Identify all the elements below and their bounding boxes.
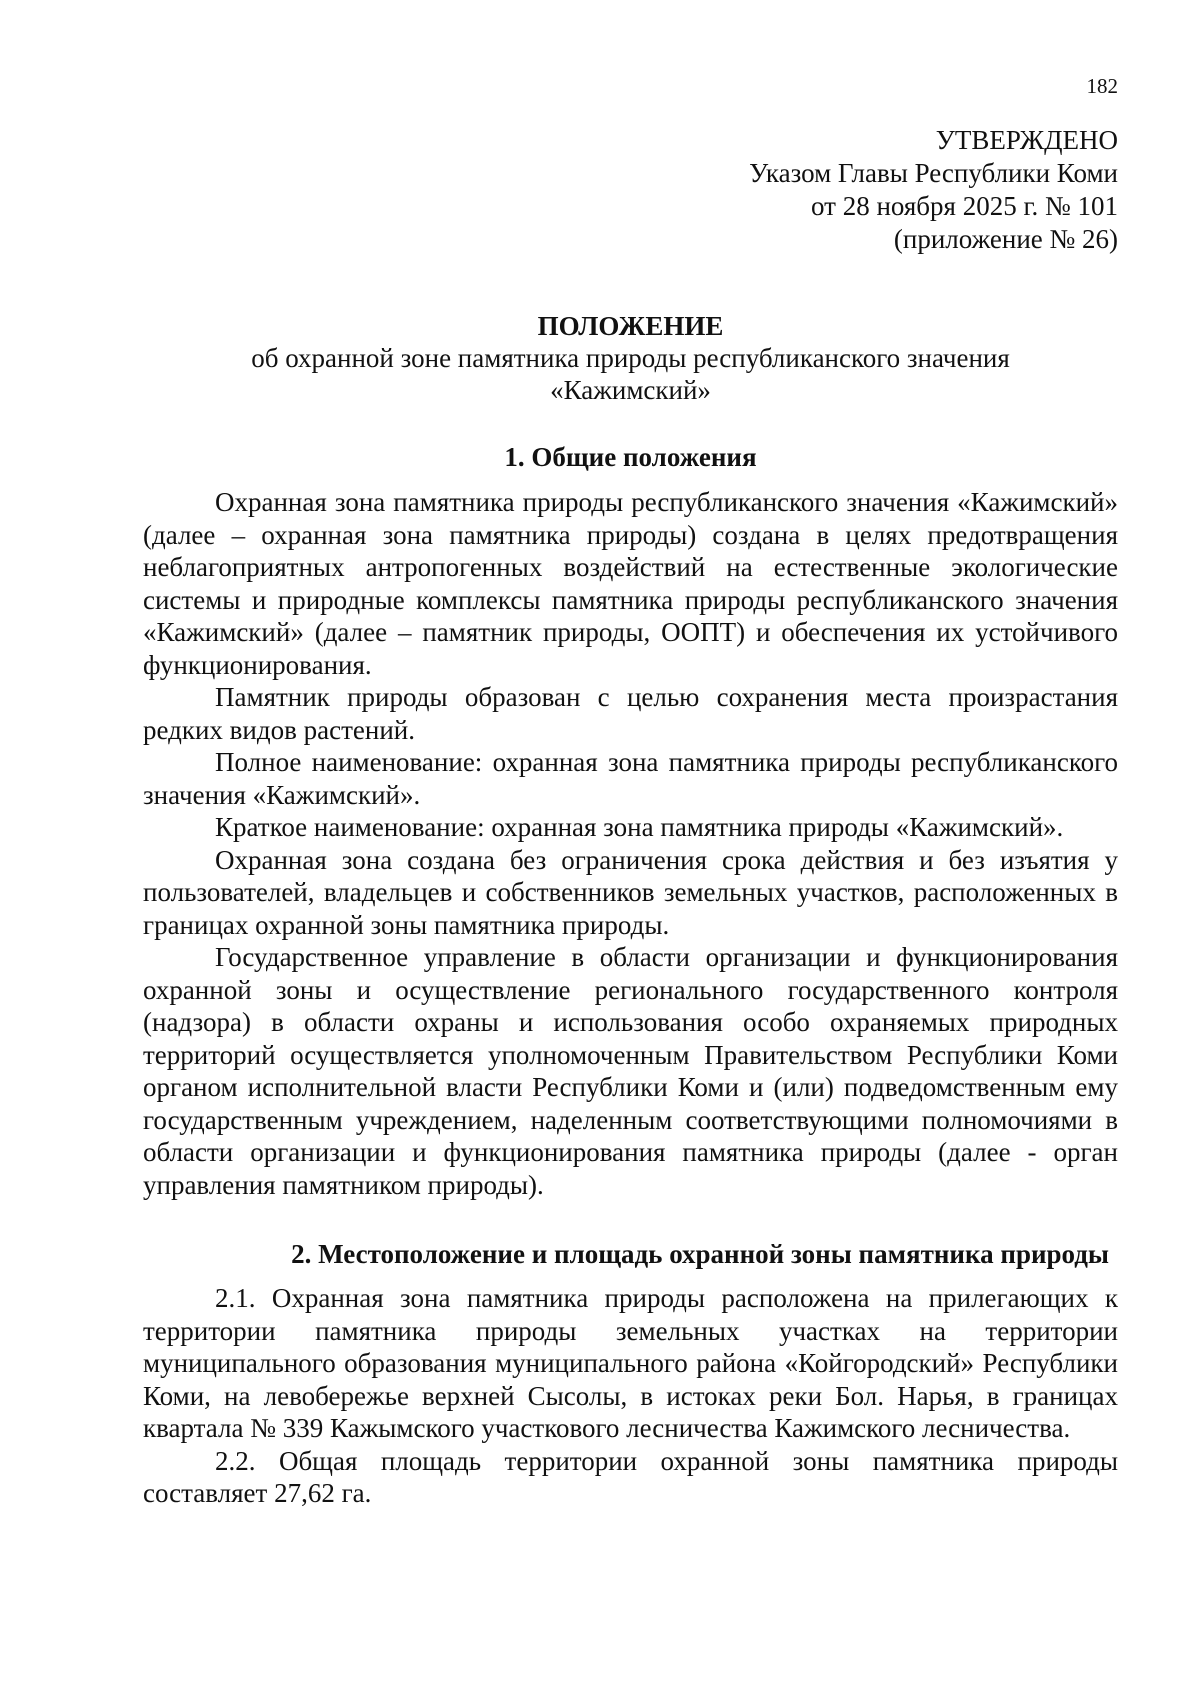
document-subtitle-line-1: об охранной зоне памятника природы республиканского значения — [251, 343, 1010, 373]
section-1-paragraph: Охранная зона создана без ограничения срока действия и без изъятия у пользователей, владельцев и собственников земельных участков, расположенных в границах охранной зоны памятника природы. — [143, 844, 1118, 940]
section-1-paragraph: Охранная зона памятника природы республиканского значения «Кажимский» (далее – охранная зона памятника природы) создана в целях предотвращения неблагоприятных антропогенных воздействий на естественные экологические системы и природные комплексы памятника природы республиканского значения «Кажимский» (далее – памятник природы, ООПТ) и обеспечения их устойчивого функционирования. — [143, 487, 1118, 680]
section-1-paragraph: Полное наименование: охранная зона памятника природы республиканского значения «Кажимский». — [143, 747, 1118, 810]
approval-appendix: (приложение № 26) — [893, 224, 1118, 254]
document-title: ПОЛОЖЕНИЕ — [537, 311, 724, 341]
section-2-paragraph: 2.2. Общая площадь территории охранной зоны памятника природы составляет 27,62 га. — [143, 1445, 1118, 1508]
approval-authority: Указом Главы Республики Коми — [749, 158, 1118, 188]
page-number: 182 — [1086, 74, 1118, 98]
section-2-paragraph: 2.1. Охранная зона памятника природы расположена на прилегающих к территории памятника природы земельных участках на территории муниципального образования муниципального района «Койгородский» Республики Коми, на левобережье верхней Сысолы, в истоках реки Бол. Нарья, в границах квартала № 339 Кажымского участкового лесничества Кажимского лесничества. — [143, 1283, 1118, 1443]
section-1-paragraph: Краткое наименование: охранная зона памятника природы «Кажимский». — [215, 812, 1064, 842]
document-title-block — [143, 310, 1118, 406]
approval-stamp — [749, 124, 1118, 256]
section-1-paragraph: Памятник природы образован с целью сохранения места произрастания редких видов растений. — [143, 682, 1118, 745]
document-subtitle-line-2: «Кажимский» — [550, 375, 711, 405]
section-1-heading: 1. Общие положения — [504, 442, 757, 472]
approval-status: УТВЕРЖДЕНО — [935, 125, 1118, 155]
approval-date-number: от 28 ноября 2025 г. № 101 — [811, 191, 1118, 221]
section-1-body — [143, 486, 1118, 1201]
section-1-paragraph: Государственное управление в области организации и функционирования охранной зоны и осуществление регионального государственного контроля (надзора) в области охраны и использования особо охраняемых природных территорий осуществляется уполномоченным Правительством Республики Коми органом исполнительной власти Республики Коми и (или) подведомственным ему государственным учреждением, наделенным соответствующими полномочиями в области организации и функционирования памятника природы (далее - орган управления памятником природы). — [143, 942, 1118, 1200]
section-2-heading: 2. Местоположение и площадь охранной зоны памятника природы — [291, 1239, 1109, 1269]
section-2-body — [143, 1282, 1118, 1510]
